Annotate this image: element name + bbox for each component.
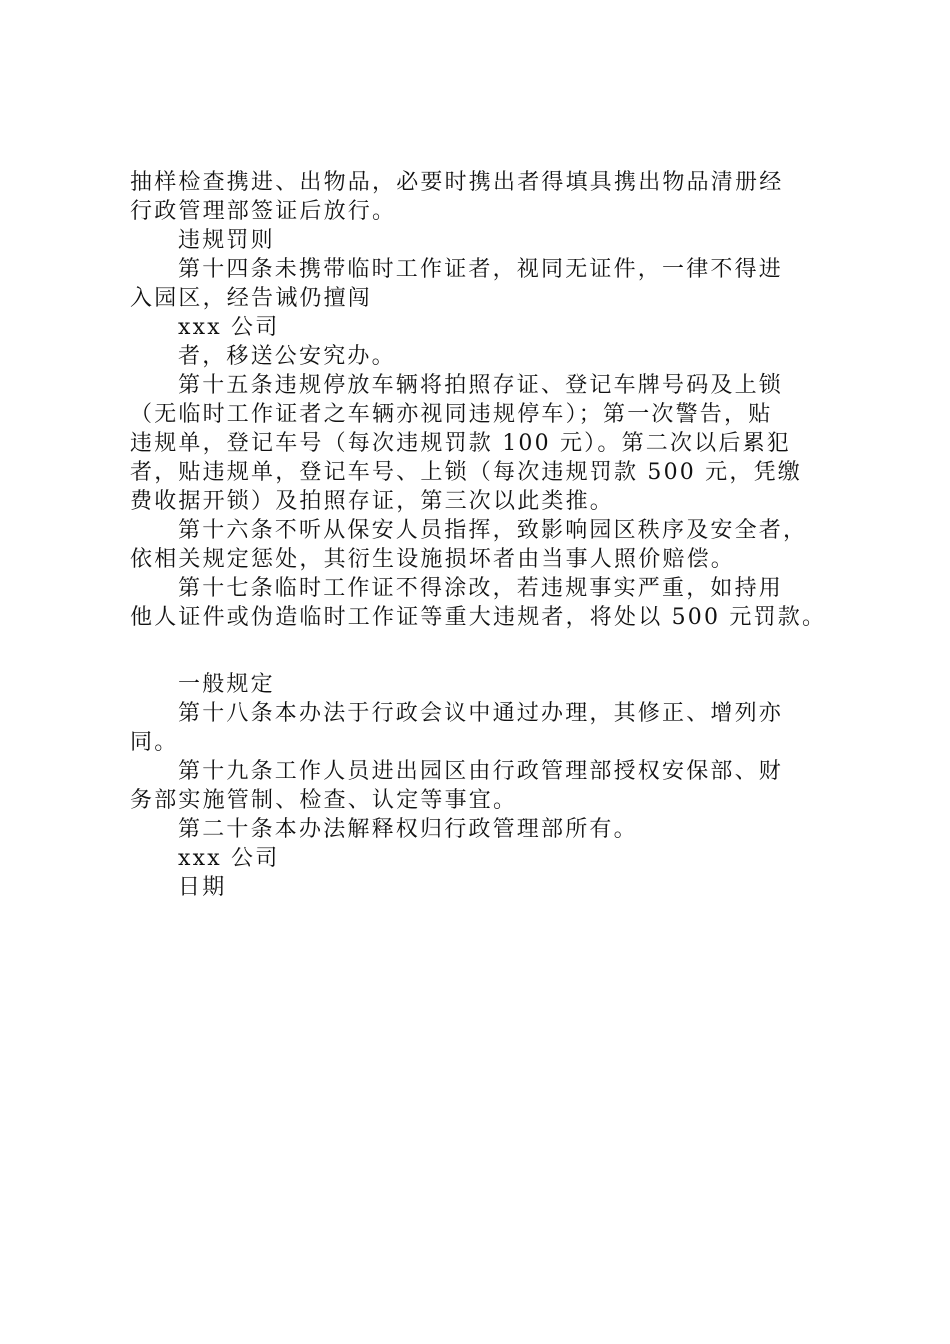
article-15-line: 费收据开锁）及拍照存证，第三次以此类推。 <box>130 489 615 514</box>
document-body <box>130 168 850 902</box>
article-14-line: 者，移送公安究办。 <box>178 344 396 369</box>
paragraph-line: 抽样检查携进、出物品，必要时携出者得填具携出物品清册经 <box>130 170 784 195</box>
article-18-line: 同。 <box>130 730 179 755</box>
article-17-line: 他人证件或伪造临时工作证等重大违规者，将处以 500 元罚款。 <box>130 605 827 630</box>
company-name: xxx 公司 <box>178 315 280 340</box>
article-16-line: 依相关规定惩处，其衍生设施损坏者由当事人照价赔偿。 <box>130 547 736 572</box>
article-17-line: 第十七条临时工作证不得涂改，若违规事实严重，如持用 <box>178 576 784 601</box>
article-18-line: 第十八条本办法于行政会议中通过办理，其修正、增列亦 <box>178 701 784 726</box>
section-heading-general: 一般规定 <box>178 672 275 697</box>
section-heading-penalties: 违规罚则 <box>178 228 275 253</box>
company-name: xxx 公司 <box>178 846 280 871</box>
article-14-line: 入园区，经告诫仍擅闯 <box>130 286 373 311</box>
article-16-line: 第十六条不听从保安人员指挥，致影响园区秩序及安全者， <box>178 518 808 543</box>
article-15-line: 违规单，登记车号（每次违规罚款 100 元）。第二次以后累犯 <box>130 431 791 456</box>
blank-line <box>130 632 850 670</box>
article-15-line: （无临时工作证者之车辆亦视同违规停车）；第一次警告，贴 <box>130 402 773 427</box>
article-19-line: 第十九条工作人员进出园区由行政管理部授权安保部、财 <box>178 759 784 784</box>
article-14-line: 第十四条未携带临时工作证者，视同无证件，一律不得进 <box>178 257 784 282</box>
article-19-line: 务部实施管制、检查、认定等事宜。 <box>130 788 518 813</box>
paragraph-line: 行政管理部签证后放行。 <box>130 199 397 224</box>
date-label: 日期 <box>178 875 227 900</box>
article-15-line: 者，贴违规单，登记车号、上锁（每次违规罚款 500 元，凭缴 <box>130 460 802 485</box>
article-15-line: 第十五条违规停放车辆将拍照存证、登记车牌号码及上锁 <box>178 373 784 398</box>
article-20-line: 第二十条本办法解释权归行政管理部所有。 <box>178 817 638 842</box>
